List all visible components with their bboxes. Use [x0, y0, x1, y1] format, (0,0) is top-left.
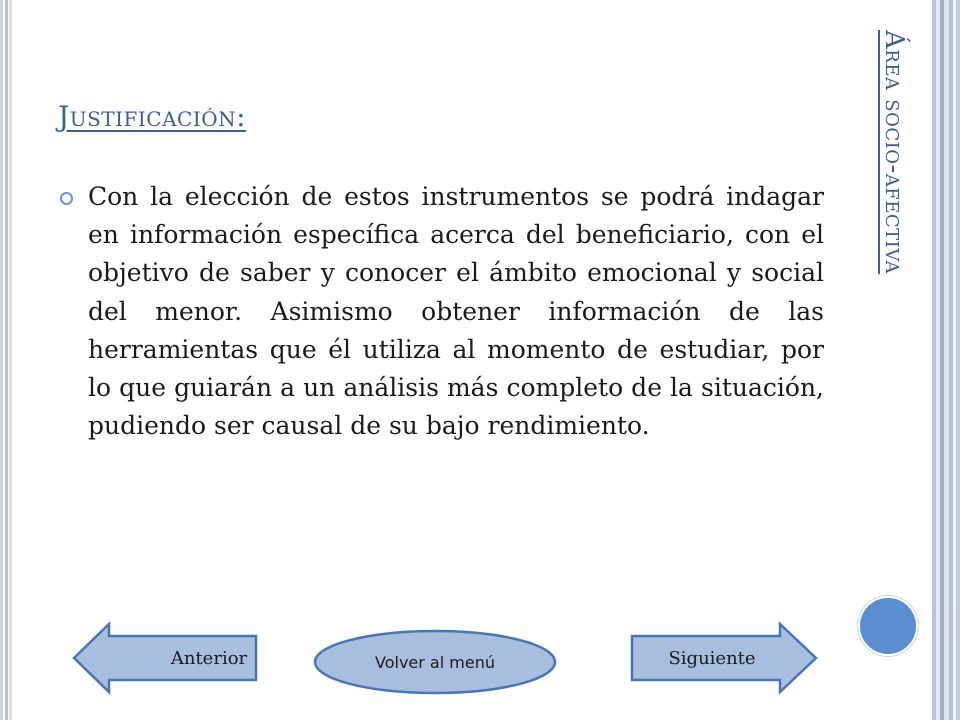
next-button[interactable]	[630, 622, 820, 694]
side-title: Área socio-afectiva	[879, 30, 909, 275]
right-decorative-band	[930, 0, 960, 720]
next-button-label: Siguiente	[668, 648, 756, 669]
previous-button[interactable]	[72, 622, 260, 694]
menu-button-label: Volver al menú	[375, 653, 495, 672]
circle-accent-decoration	[858, 596, 918, 656]
slide-heading: Justificación:	[58, 100, 247, 133]
side-title-container	[866, 30, 922, 420]
left-decorative-border	[0, 0, 12, 720]
previous-button-label: Anterior	[170, 648, 248, 669]
menu-button[interactable]	[312, 628, 558, 696]
body-paragraph: Con la elección de estos instrumentos se podrá indagar en información específica acerca del beneficiario, con el objetivo de saber y conocer el ámbito emocional y social del menor. Asimismo obtener información de las herramientas que él utiliza al momento de estudiar, por lo que guiarán a un análisis más completo de la situación, pudiendo ser causal de su bajo rendimiento.	[88, 182, 824, 441]
bullet-circle-icon	[60, 192, 73, 205]
